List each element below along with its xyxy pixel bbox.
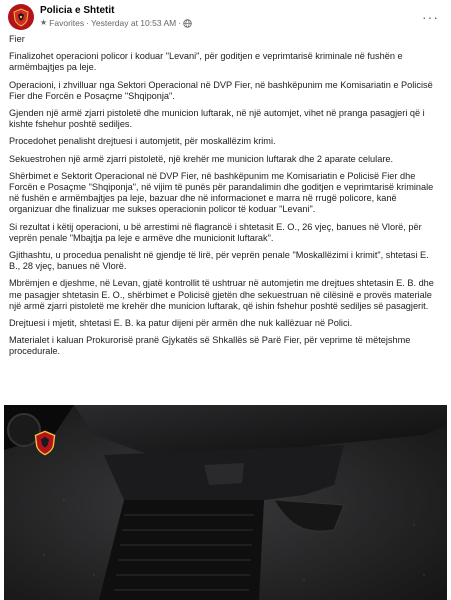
post-paragraph: Finalizohet operacioni policor i koduar "Levani", për goditjen e veprimtarisë kriminale në fushën e armëmbajtjes pa leje. [9, 51, 403, 73]
post-paragraph: Mbrëmjen e djeshme, në Levan, gjatë kontrollit të ushtruar në automjetin me drejtues shtetasin E. B. dhe me pasagjer shtetasin E. O., shërbimet e Policisë gjetën dhe sekuestruan në cilësinë e provës materiale një armë zjarri pistoletë me krehër dhe municion luftarak, që ishin fshehur poshtë sediljes së pasagjerit. [9, 278, 434, 311]
post-header [0, 0, 451, 31]
post-paragraph: Drejtuesi i mjetit, shtetasi E. B. ka patur dijeni për armën dhe nuk kallëzuar në Polici. [9, 318, 353, 329]
police-badge-icon [13, 8, 29, 27]
pistol-photo-drawing [4, 405, 447, 600]
audience-label[interactable]: Favorites [49, 18, 85, 28]
post-paragraph: Si rezultat i këtij operacioni, u bë arrestimi në flagrancë i shtetasit E. O., 26 vjeç, banues në Vlorë, për veprën penale "Mbajtja pa leje e armëve dhe municionit luftarak". [9, 221, 422, 243]
page-name-link[interactable]: Policia e Shtetit [40, 5, 115, 16]
header-text [40, 5, 418, 29]
star-icon: ★ [40, 18, 48, 27]
post-paragraph: Gjithashtu, u procedua penalisht në gjendje të lirë, për veprën penale "Moskallëzimi i krimit", shtetasi E. B., 28 vjeç, banues në Vlorë. [9, 250, 429, 272]
globe-icon [183, 19, 192, 28]
post-paragraph: Gjenden një armë zjarri pistoletë dhe municion luftarak, në një automjet, vihet në pranga pasagjeri që i kishte fshehur poshtë sediljes. [9, 108, 425, 130]
post-paragraph: Operacioni, i zhvilluar nga Sektori Operacional në DVP Fier, në bashkëpunim me Komisariatin e Policisë Fier dhe Forcën e Posaçme "Shqiponja". [9, 79, 433, 101]
post-meta [40, 17, 418, 29]
post-body [0, 34, 451, 358]
post-paragraph: Fier [9, 34, 25, 44]
seized-pistol-photo[interactable] [4, 405, 447, 600]
meta-separator: · [86, 18, 89, 28]
police-logo-watermark [34, 430, 56, 456]
post-paragraph: Procedohet penalisht drejtuesi i automjetit, për moskallëzim krimi. [9, 136, 276, 147]
post-paragraph: Shërbimet e Sektorit Operacional në DVP Fier, në bashkëpunim me Komisariatin e Policisë Fier dhe Forcën e Posaçme "Shqiponja", në vijim të punës për parandalimin dhe goditjen e veprimtarisë kriminale në fushën e armëmbajtjes pa leje, bazuar dhe në informacionet e marra në rrugë policore, kanë organizuar dhe finalizuar me sukses operacionin policor të koduar "Levani". [9, 170, 434, 215]
post-paragraph: Materialet i kaluan Prokurorisë pranë Gjykatës së Shkallës së Parë Fier, për veprime të mëtejshme procedurale. [9, 335, 411, 357]
post-paragraph: Sekuestrohen një armë zjarri pistoletë, një krehër me municion luftarak dhe 2 aparate celulare. [9, 153, 394, 164]
meta-separator-2: · [178, 18, 182, 28]
page-avatar[interactable] [8, 4, 34, 30]
post-timestamp[interactable]: Yesterday at 10:53 AM [90, 18, 177, 28]
more-options-icon[interactable]: ··· [422, 9, 439, 25]
